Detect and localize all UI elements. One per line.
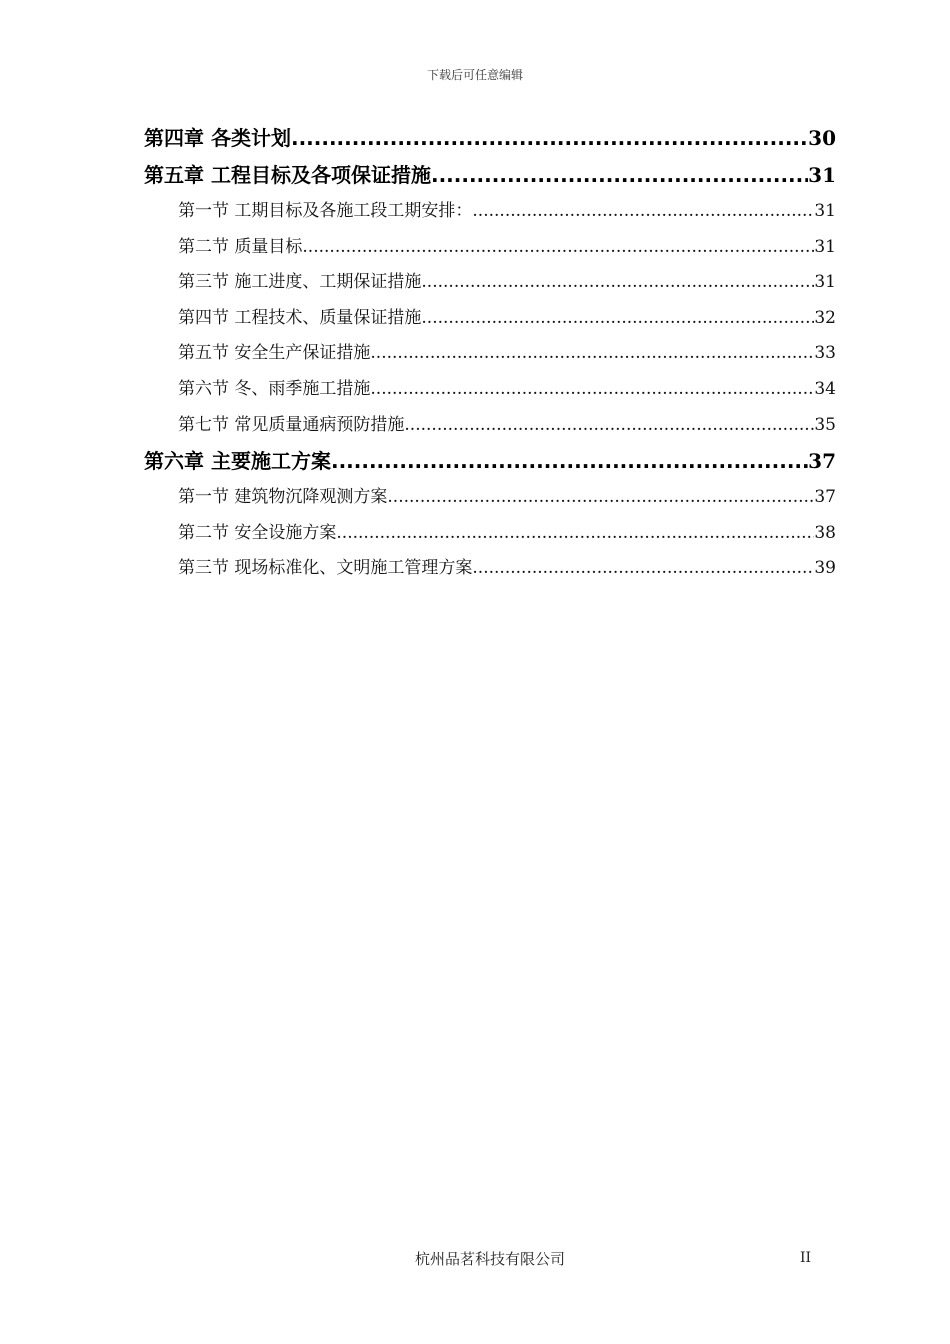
- toc-entry-section[interactable]: [144, 480, 836, 516]
- toc-entry-title: 第六章 主要施工方案: [144, 449, 331, 474]
- toc-entry-section[interactable]: [144, 194, 836, 230]
- toc-entry-title: 第三节 现场标准化、文明施工管理方案: [178, 558, 473, 579]
- toc-dot-leader: [331, 443, 808, 480]
- toc-dot-leader: [421, 301, 814, 337]
- table-of-contents: [144, 120, 836, 587]
- toc-dot-leader: [404, 408, 814, 444]
- toc-entry-section[interactable]: [144, 551, 836, 587]
- toc-entry-title: 第二节 质量目标: [178, 236, 303, 257]
- toc-entry-title: 第三节 施工进度、工期保证措施: [178, 272, 422, 293]
- toc-dot-leader: [336, 516, 814, 552]
- toc-dot-leader: [302, 230, 814, 266]
- toc-entry-section[interactable]: [144, 516, 836, 552]
- toc-entry-title: 第五章 工程目标及各项保证措施: [144, 163, 431, 187]
- toc-entry-page: 39: [814, 558, 836, 579]
- toc-dot-leader: [472, 551, 814, 587]
- toc-entry-page: 31: [808, 163, 836, 187]
- toc-entry-title: 第七节 常见质量通病预防措施: [178, 414, 405, 435]
- toc-entry-title: 第四节 工程技术、质量保证措施: [178, 307, 422, 328]
- header-note: 下载后可任意编辑: [426, 68, 523, 82]
- toc-entry-page: 37: [814, 487, 836, 508]
- toc-dot-leader: [431, 157, 808, 194]
- footer-company-name: 杭州品茗科技有限公司: [414, 1250, 565, 1268]
- toc-dot-leader: [291, 120, 808, 157]
- toc-entry-section[interactable]: [144, 301, 836, 337]
- toc-entry-page: 35: [814, 414, 836, 435]
- toc-entry-title: 第一节 工期目标及各施工段工期安排：: [178, 201, 473, 221]
- toc-entry-chapter-6[interactable]: [144, 443, 836, 480]
- toc-dot-leader: [387, 480, 814, 516]
- toc-entry-title: 第一节 建筑物沉降观测方案: [178, 487, 388, 508]
- toc-entry-page: 30: [808, 126, 836, 150]
- toc-dot-leader: [472, 194, 814, 230]
- toc-entry-section[interactable]: [144, 265, 836, 301]
- toc-entry-page: 38: [814, 522, 836, 543]
- toc-entry-chapter-4[interactable]: [144, 120, 836, 157]
- toc-entry-page: 34: [814, 378, 836, 399]
- toc-entry-title: 第五节 安全生产保证措施: [178, 343, 371, 364]
- toc-entry-section[interactable]: [144, 230, 836, 266]
- toc-entry-title: 第二节 安全设施方案: [178, 522, 337, 543]
- toc-entry-title: 第四章 各类计划: [144, 126, 291, 150]
- toc-entry-page: 37: [808, 449, 836, 474]
- toc-entry-page: 32: [814, 307, 836, 328]
- toc-dot-leader: [370, 372, 814, 408]
- toc-entry-page: 31: [814, 236, 836, 257]
- toc-entry-page: 31: [814, 272, 836, 293]
- toc-entry-section[interactable]: [144, 408, 836, 444]
- toc-entry-page: 31: [814, 201, 836, 221]
- toc-entry-section[interactable]: [144, 336, 836, 372]
- toc-entry-section[interactable]: [144, 372, 836, 408]
- toc-entry-title: 第六节 冬、雨季施工措施: [178, 378, 371, 399]
- toc-dot-leader: [370, 336, 814, 372]
- footer-page-number: II: [800, 1250, 812, 1266]
- toc-entry-chapter-5[interactable]: [144, 157, 836, 194]
- toc-dot-leader: [421, 265, 814, 301]
- toc-entry-page: 33: [814, 343, 836, 364]
